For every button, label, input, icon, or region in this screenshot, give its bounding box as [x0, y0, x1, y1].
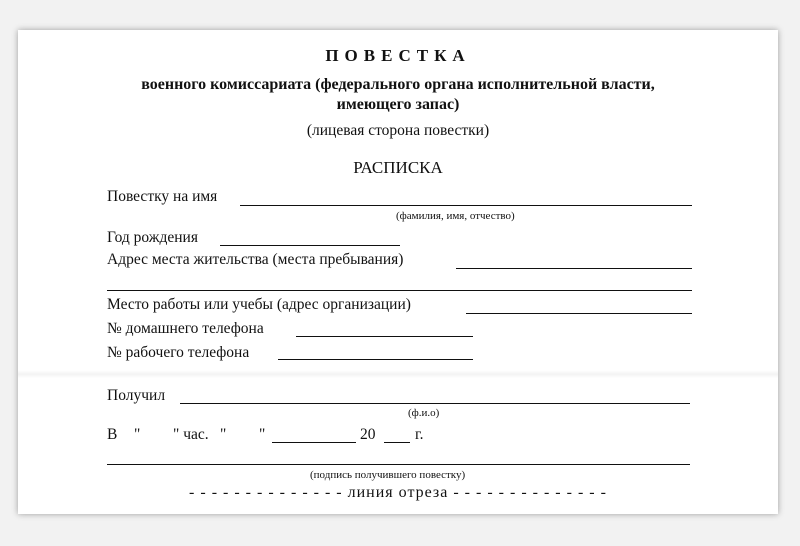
received-hint: (ф.и.о) [408, 407, 440, 419]
document-subtitle-line1: военного комиссариата (федерального органа исполнительной власти, [141, 76, 655, 93]
name-label: Повестку на имя [107, 188, 218, 205]
summons-sheet [18, 30, 778, 514]
hour-open-quote: " [134, 426, 141, 443]
received-label: Получил [107, 387, 166, 404]
document-title: ПОВЕСТКА [325, 46, 471, 65]
signature-line[interactable] [107, 464, 690, 465]
signature-hint: (подпись получившего повестку) [310, 469, 466, 481]
birth-year-label: Год рождения [107, 229, 198, 246]
face-side-note: (лицевая сторона повестки) [306, 122, 490, 139]
home-phone-label: № домашнего телефона [107, 320, 264, 337]
address-line-1[interactable] [456, 268, 692, 269]
received-line[interactable] [180, 403, 690, 404]
address-label: Адрес места жительства (места пребывания) [107, 251, 404, 268]
year-suffix: г. [415, 426, 424, 443]
birth-year-line[interactable] [220, 245, 400, 246]
cut-line: - - - - - - - - - - - - - - линия отреза - - - - - - - - - - - - - - [189, 484, 607, 501]
receipt-title: РАСПИСКА [353, 158, 443, 177]
work-label: Место работы или учебы (адрес организации) [107, 296, 411, 313]
minute-open-quote: " [220, 426, 227, 443]
minute-close-quote: " [259, 426, 266, 443]
address-line-2[interactable] [107, 290, 692, 291]
time-v-label: В [107, 426, 118, 443]
year-prefix: 20 [360, 426, 376, 443]
name-hint: (фамилия, имя, отчество) [396, 210, 515, 222]
work-phone-label: № рабочего телефона [107, 344, 250, 361]
home-phone-line[interactable] [296, 336, 473, 337]
year-line[interactable] [384, 442, 410, 443]
work-phone-line[interactable] [278, 359, 473, 360]
work-line[interactable] [466, 313, 692, 314]
hour-close-quote: " час. [173, 426, 209, 443]
date-line[interactable] [272, 442, 356, 443]
document-subtitle-line2: имеющего запас) [336, 96, 460, 113]
fold-crease [18, 370, 778, 378]
name-line[interactable] [240, 205, 692, 206]
